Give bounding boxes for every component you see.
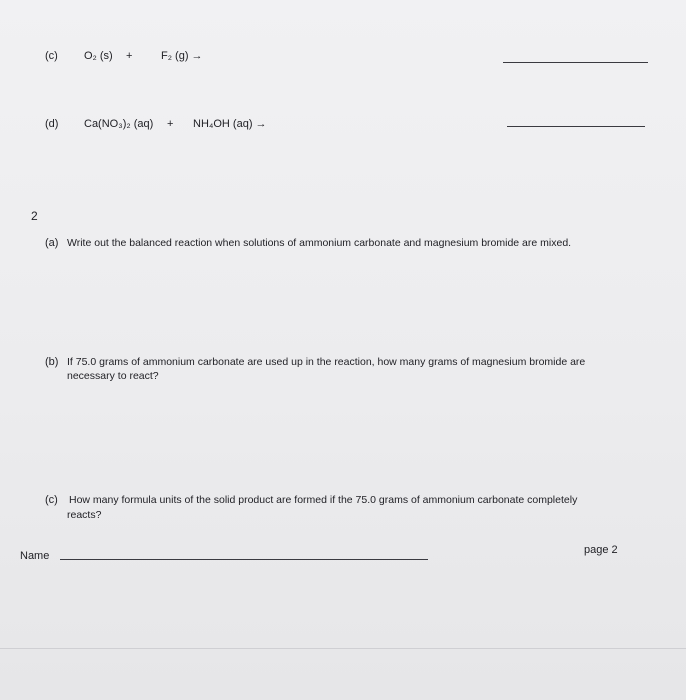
- part-d-reactant-1: Ca(NO₃)₂ (aq): [84, 118, 154, 130]
- part-c-plus: +: [126, 50, 133, 62]
- part-d-reactant-2: NH₄OH (aq) →: [193, 118, 267, 130]
- part-c-reactant-1: O₂ (s): [84, 50, 113, 62]
- name-label: Name: [20, 550, 50, 562]
- q2c-line-1: How many formula units of the solid product are formed if the 75.0 grams of ammonium carbonate completely: [69, 494, 578, 506]
- part-c-answer-line[interactable]: [503, 62, 648, 63]
- part-c-label: (c): [45, 50, 58, 62]
- name-input-line[interactable]: [60, 559, 428, 560]
- question-number: 2: [31, 209, 38, 223]
- q2c-line-2: reacts?: [67, 509, 102, 521]
- part-d-label: (d): [45, 118, 59, 130]
- q2b-line-1: If 75.0 grams of ammonium carbonate are used up in the reaction, how many grams of magnesium bromide are: [67, 356, 586, 368]
- page-number: page 2: [584, 544, 618, 556]
- part-d-answer-line[interactable]: [507, 126, 645, 127]
- q2b-line-2: necessary to react?: [67, 370, 159, 382]
- q2a-label: (a): [45, 237, 59, 249]
- q2a-text: Write out the balanced reaction when solutions of ammonium carbonate and magnesium bromide are mixed.: [67, 237, 572, 249]
- part-d-plus: +: [167, 118, 174, 130]
- part-c-reactant-2: F₂ (g) →: [161, 50, 203, 62]
- q2c-label: (c): [45, 494, 58, 506]
- page-fold-edge: [0, 648, 686, 649]
- q2b-label: (b): [45, 356, 59, 368]
